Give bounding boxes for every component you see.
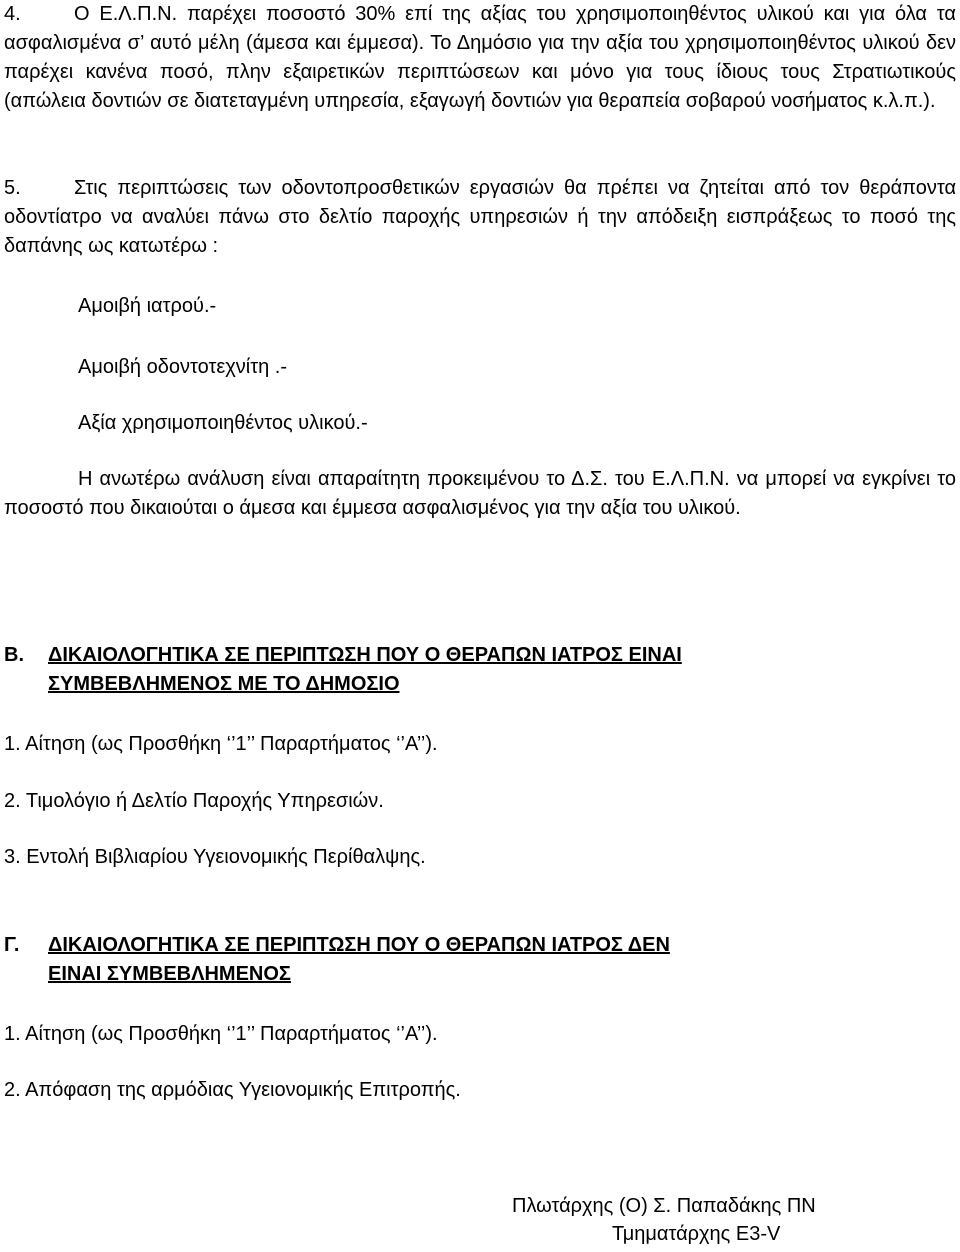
- paragraph-4-number: 4.: [4, 3, 21, 25]
- signature-role: Τμηματάρχης Ε3-V: [612, 1223, 781, 1245]
- section-b-title-line2: ΣΥΜΒΕΒΛΗΜΕΝΟΣ ΜΕ ΤΟ ΔΗΜΟΣΙΟ: [48, 673, 400, 695]
- paragraph-5-text: Στις περιπτώσεις των οδοντοπροσθετικών εργασιών θα πρέπει να ζητείται από τον θεράποντα οδοντίατρο να αναλύει πάνω στο δελτίο παροχής υπηρεσιών ή την απόδειξη εισπράξεως το ποσό της δαπάνης ως κατωτέρω :: [4, 177, 956, 257]
- paragraph-4-text: Ο Ε.Λ.Π.Ν. παρέχει ποσοστό 30% επί της αξίας του χρησιμοποιηθέντος υλικού και για όλα τα ασφαλισμένα σ’ αυτό μέλη (άμεσα και έμμεσα). Το Δημόσιο για την αξία του χρησιμοποιηθέντος υλικού δεν παρέχει κανένα ποσό, πλην εξαιρετικών περιπτώσεων και μόνο για τους ίδιους τους Στρατιωτικούς (απώλεια δοντιών σε διατεταγμένη υπηρεσία, εξαγωγή δοντιών για θεραπεία σοβαρού νοσήματος κ.λ.π.).: [4, 3, 956, 112]
- section-b-item-2: 2. Τιμολόγιο ή Δελτίο Παροχής Υπηρεσιών.: [4, 790, 384, 812]
- section-b-letter: Β.: [4, 644, 24, 666]
- section-b-item-1: 1. Αίτηση (ως Προσθήκη ‘’1’’ Παραρτήματος ‘’Α’’).: [4, 733, 438, 755]
- signature-name: Πλωτάρχης (Ο) Σ. Παπαδάκης ΠΝ: [512, 1195, 816, 1217]
- section-c-title-line2: ΕΙΝΑΙ ΣΥΜΒΕΒΛΗΜΕΝΟΣ: [48, 963, 291, 985]
- cost-item-doctor-fee: Αμοιβή ιατρού.-: [78, 295, 217, 317]
- section-b-item-3: 3. Εντολή Βιβλιαρίου Υγειονομικής Περίθαλψης.: [4, 846, 426, 868]
- section-c-item-2: 2. Απόφαση της αρμόδιας Υγειονομικής Επιτροπής.: [4, 1079, 461, 1101]
- section-b-heading: [4, 641, 956, 699]
- paragraph-5: [4, 174, 956, 261]
- paragraph-4: [4, 0, 956, 116]
- section-c-item-1: 1. Αίτηση (ως Προσθήκη ‘’1’’ Παραρτήματος ‘’Α’’).: [4, 1023, 438, 1045]
- section-c-heading: [4, 931, 956, 989]
- section-c-title-line1: ΔΙΚΑΙΟΛΟΓΗΤΙΚΑ ΣΕ ΠΕΡΙΠΤΩΣΗ ΠΟΥ Ο ΘΕΡΑΠΩΝ ΙΑΤΡΟΣ ΔΕΝ: [48, 934, 670, 956]
- paragraph-5-number: 5.: [4, 177, 21, 199]
- section-c-letter: Γ.: [4, 934, 20, 956]
- section-b-title-line1: ΔΙΚΑΙΟΛΟΓΗΤΙΚΑ ΣΕ ΠΕΡΙΠΤΩΣΗ ΠΟΥ Ο ΘΕΡΑΠΩΝ ΙΑΤΡΟΣ ΕΙΝΑΙ: [48, 644, 682, 666]
- analysis-note: Η ανωτέρω ανάλυση είναι απαραίτητη προκειμένου το Δ.Σ. του Ε.Λ.Π.Ν. να μπορεί να εγκρίνει το ποσοστό που δικαιούται ο άμεσα και έμμεσα ασφαλισμένος για την αξία του υλικού.: [4, 468, 956, 519]
- cost-item-material-value: Αξία χρησιμοποιηθέντος υλικού.-: [78, 412, 368, 434]
- cost-item-technician-fee: Αμοιβή οδοντοτεχνίτη .-: [78, 356, 288, 378]
